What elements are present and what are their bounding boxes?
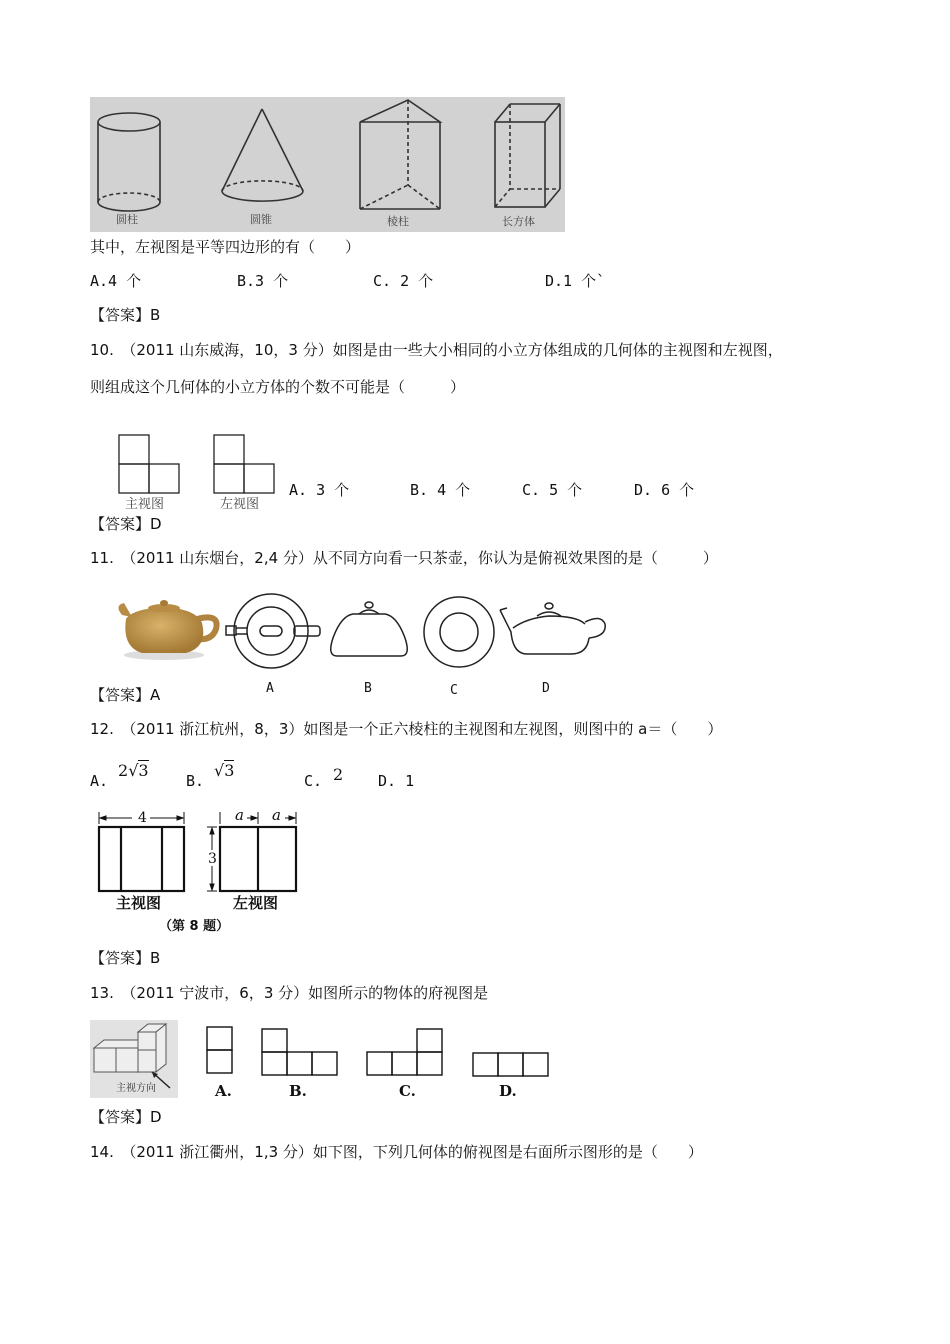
q11-option-b-figure xyxy=(327,598,417,668)
q9-answer: 【答案】B xyxy=(90,306,161,324)
q13-option-a-label: A. xyxy=(215,1082,232,1100)
q10-left-view xyxy=(213,432,283,502)
q12-answer: 【答案】B xyxy=(90,949,161,967)
q13-option-d-figure xyxy=(472,1052,552,1080)
q11-line1: 11. （2011 山东烟台，2,4 分）从不同方向看一只茶壶，你认为是俯视效果图的是（ ） xyxy=(90,549,718,567)
q12-option-c-prefix: C. xyxy=(304,772,323,790)
q13-option-c-label: C. xyxy=(399,1082,416,1100)
q12-front-label: 主视图 xyxy=(116,894,162,912)
cuboid-label: 长方体 xyxy=(502,215,535,228)
cuboid-figure xyxy=(495,104,560,207)
q9-option-b: B.3 个 xyxy=(237,272,289,290)
q11-option-d-label: D xyxy=(542,681,550,696)
q9-option-a: A.4 个 xyxy=(90,272,142,290)
q11-option-b-label: B xyxy=(364,681,372,696)
q10-option-d: D. 6 个 xyxy=(634,481,695,499)
teapot-photo xyxy=(112,595,222,665)
q12-dim-a-2: a xyxy=(272,806,281,824)
q14-line1: 14. （2011 浙江衢州，1,3 分）如下图，下列几何体的俯视图是右面所示图形的是（ ） xyxy=(90,1143,703,1161)
cone-label: 圆锥 xyxy=(250,213,272,226)
q11-option-d-figure xyxy=(497,598,612,668)
q10-option-b: B. 4 个 xyxy=(410,481,471,499)
q10-option-a: A. 3 个 xyxy=(289,481,350,499)
q9-option-d: D.1 个` xyxy=(545,272,606,290)
q12-dim-a-1: a xyxy=(235,806,244,824)
q9-option-c: C. 2 个 xyxy=(373,272,434,290)
q10-option-c: C. 5 个 xyxy=(522,481,583,499)
sqrt-icon: √ xyxy=(128,761,139,780)
q12-option-a-radicand: 3 xyxy=(138,761,149,780)
q12-option-a-prefix: A. xyxy=(90,772,109,790)
q12-option-b-value xyxy=(214,762,234,780)
q11-answer: 【答案】A xyxy=(90,686,161,704)
q13-object-photo xyxy=(90,1020,178,1098)
q12-fig-caption: （第 8 题） xyxy=(159,919,230,934)
cylinder-figure xyxy=(98,113,160,211)
q10-answer: 【答案】D xyxy=(90,515,162,533)
q13-option-c-figure xyxy=(366,1028,446,1080)
q11-option-a-figure xyxy=(224,591,324,671)
q12-dim-width: 4 xyxy=(138,810,147,826)
q13-answer: 【答案】D xyxy=(90,1108,162,1126)
cylinder-label: 圆柱 xyxy=(116,213,138,226)
q13-option-b-label: B. xyxy=(289,1082,307,1100)
q12-line1: 12. （2011 浙江杭州，8，3）如图是一个正六棱柱的主视图和左视图，则图中的 a＝（ ） xyxy=(90,720,723,738)
q12-left-label: 左视图 xyxy=(233,894,279,912)
prism-figure xyxy=(360,100,440,209)
sqrt-icon: √ xyxy=(214,761,225,780)
q12-dim-height: 3 xyxy=(208,851,217,867)
q10-front-label: 主视图 xyxy=(125,497,165,512)
q12-option-c-value: 2 xyxy=(333,765,344,784)
q10-front-view xyxy=(118,432,188,502)
q13-option-b-figure xyxy=(261,1028,341,1080)
q12-left-view xyxy=(205,810,305,895)
q10-left-label: 左视图 xyxy=(220,497,260,512)
q10-line1: 10. （2011 山东威海，10，3 分）如图是由一些大小相同的小立方体组成的几何体的主视图和左视图， xyxy=(90,341,783,359)
q13-option-d-label: D. xyxy=(499,1082,517,1100)
q13-direction-label: 主视方向 xyxy=(116,1083,156,1094)
q13-line1: 13. （2011 宁波市，6，3 分）如图所示的物体的府视图是 xyxy=(90,984,489,1002)
prism-label: 棱柱 xyxy=(387,215,409,228)
q13-option-a-figure xyxy=(206,1026,240,1078)
q11-option-a-label: A xyxy=(266,681,274,696)
q10-line2: 则组成这个几何体的小立方体的个数不可能是（ ） xyxy=(90,378,466,396)
solids-photo xyxy=(90,97,565,232)
q12-option-a-value xyxy=(118,762,149,780)
q12-option-b-prefix: B. xyxy=(186,772,205,790)
q11-option-c-label: C xyxy=(450,683,458,698)
q12-option-b-radicand: 3 xyxy=(224,761,235,780)
q11-option-c-figure xyxy=(421,594,501,674)
q9-stem: 其中，左视图是平等四边形的有（ ） xyxy=(90,238,361,256)
solids-drawing xyxy=(90,97,565,232)
cone-figure xyxy=(222,109,303,201)
q12-option-a-coef: 2 xyxy=(118,761,129,780)
q12-option-d: D. 1 xyxy=(378,772,415,790)
